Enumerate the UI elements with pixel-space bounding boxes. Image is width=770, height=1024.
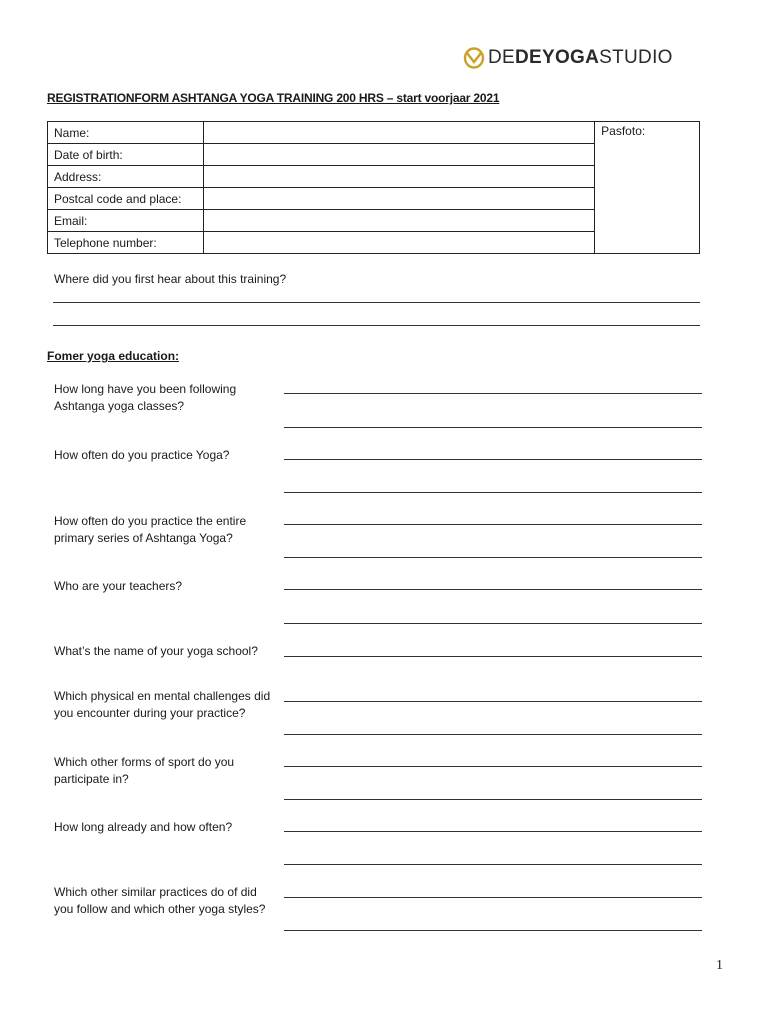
answer-line[interactable] xyxy=(284,393,702,394)
answer-line[interactable] xyxy=(284,734,702,735)
name-field[interactable] xyxy=(203,122,595,144)
logo-de: DE xyxy=(488,47,515,68)
answer-line[interactable] xyxy=(284,864,702,865)
table-row xyxy=(48,122,700,144)
registration-table xyxy=(47,121,700,254)
hear-answer-line-1[interactable] xyxy=(53,302,700,303)
answer-line[interactable] xyxy=(284,656,702,657)
photo-label: Pasfoto: xyxy=(601,124,646,138)
hear-question: Where did you first hear about this training? xyxy=(54,272,287,286)
field-label: Name: xyxy=(48,122,204,144)
answer-line[interactable] xyxy=(284,524,702,525)
field-label: Postcal code and place: xyxy=(48,188,204,210)
answer-line[interactable] xyxy=(284,831,702,832)
answer-line[interactable] xyxy=(284,427,702,428)
postal-code-field[interactable] xyxy=(203,188,595,210)
field-label: Email: xyxy=(48,210,204,232)
telephone-field[interactable] xyxy=(203,232,595,254)
answer-line[interactable] xyxy=(284,557,702,558)
question-text: Which physical en mental challenges did you encounter during your practice? xyxy=(54,689,271,720)
answer-line[interactable] xyxy=(284,766,702,767)
answer-line[interactable] xyxy=(284,701,702,702)
birth-date-field[interactable] xyxy=(203,144,595,166)
hear-answer-line-2[interactable] xyxy=(53,325,700,326)
logo-bold: DEYOGA xyxy=(515,47,600,68)
logo xyxy=(462,46,673,70)
email-field[interactable] xyxy=(203,210,595,232)
question-text: Who are your teachers? xyxy=(54,579,183,593)
form-title: REGISTRATIONFORM ASHTANGA YOGA TRAINING 200 HRS – start voorjaar 2021 xyxy=(47,91,500,105)
answer-line[interactable] xyxy=(284,459,702,460)
section-title: Fomer yoga education: xyxy=(47,349,180,363)
question-text: How long have you been following Ashtanga yoga classes? xyxy=(54,382,237,413)
question-text: Which other similar practices do of did you follow and which other yoga styles? xyxy=(54,885,266,916)
question-text: How long already and how often? xyxy=(54,820,233,834)
answer-line[interactable] xyxy=(284,589,702,590)
yoga-studio-logo-icon xyxy=(462,47,486,69)
answer-line[interactable] xyxy=(284,799,702,800)
field-label: Address: xyxy=(48,166,204,188)
photo-box[interactable] xyxy=(595,122,700,254)
field-label: Date of birth: xyxy=(48,144,204,166)
question-text: How often do you practice Yoga? xyxy=(54,448,230,462)
question-text: What’s the name of your yoga school? xyxy=(54,644,258,658)
question-text: Which other forms of sport do you participate in? xyxy=(54,755,235,786)
answer-line[interactable] xyxy=(284,930,702,931)
logo-wordmark xyxy=(488,47,673,69)
logo-light: STUDIO xyxy=(599,47,673,68)
answer-line[interactable] xyxy=(284,897,702,898)
address-field[interactable] xyxy=(203,166,595,188)
answer-line[interactable] xyxy=(284,623,702,624)
question-text: How often do you practice the entire primary series of Ashtanga Yoga? xyxy=(54,514,247,545)
answer-line[interactable] xyxy=(284,492,702,493)
field-label: Telephone number: xyxy=(48,232,204,254)
page-number: 1 xyxy=(716,958,723,973)
